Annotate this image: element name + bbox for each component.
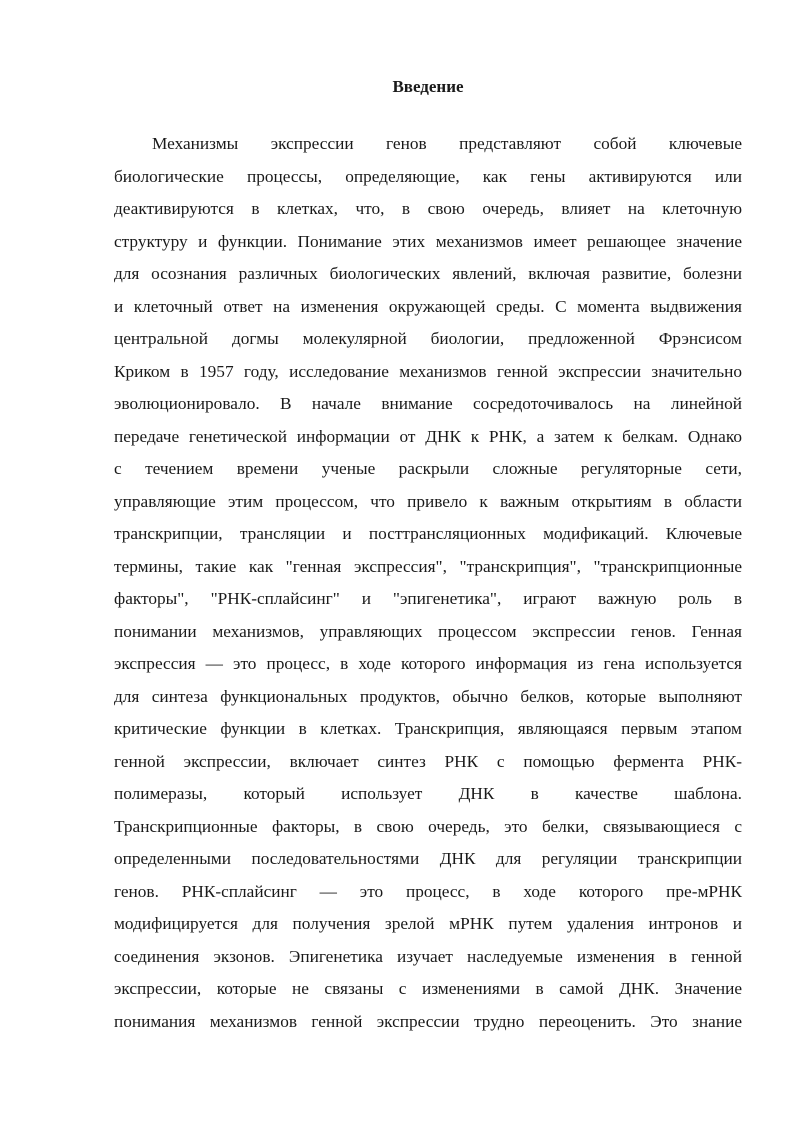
text-line: для синтеза функциональных продуктов, обычно белков, которые выполняют: [114, 686, 742, 706]
text-line: термины, такие как "генная экспрессия", "транскрипция", "транскрипционные: [114, 556, 742, 576]
text-line: Транскрипционные факторы, в свою очередь, это белки, связывающиеся с: [114, 816, 742, 836]
text-line: генной экспрессии, включает синтез РНК с помощью фермента РНК-: [114, 751, 742, 771]
text-line: для осознания различных биологических явлений, включая развитие, болезни: [114, 264, 742, 283]
body-text: [114, 128, 742, 1038]
text-line: понимании механизмов, управляющих процессом экспрессии генов. Генная: [114, 621, 742, 641]
text-line: модифицируется для получения зрелой мРНК путем удаления интронов и: [114, 914, 742, 933]
text-line: управляющие этим процессом, что привело к важным открытиям в области: [114, 491, 742, 511]
text-line: экспрессия — это процесс, в ходе которого информация из гена используется: [114, 654, 742, 673]
text-line: генов. РНК-сплайсинг — это процесс, в ходе которого пре-мРНК: [114, 881, 742, 901]
text-line: понимания механизмов генной экспрессии трудно переоценить. Это знание: [114, 1011, 742, 1031]
text-line: и клеточный ответ на изменения окружающей среды. С момента выдвижения: [114, 296, 742, 316]
text-line: эволюционировало. В начале внимание сосредоточивалось на линейной: [114, 394, 742, 413]
text-line: передаче генетической информации от ДНК к РНК, а затем к белкам. Однако: [114, 426, 742, 446]
text-line: критические функции в клетках. Транскрипция, являющаяся первым этапом: [114, 719, 742, 738]
page-title: Введение: [392, 77, 464, 96]
text-line: полимеразы, который использует ДНК в качестве шаблона.: [114, 784, 742, 803]
text-line: транскрипции, трансляции и посттрансляционных модификаций. Ключевые: [114, 524, 742, 543]
text-line: экспрессии, которые не связаны с изменениями в самой ДНК. Значение: [114, 979, 742, 998]
text-line: биологические процессы, определяющие, как гены активируются или: [114, 166, 742, 186]
text-line: соединения экзонов. Эпигенетика изучает наследуемые изменения в генной: [114, 946, 742, 966]
text-line: с течением времени ученые раскрыли сложные регуляторные сети,: [114, 459, 742, 478]
text-line: Механизмы экспрессии генов представляют собой ключевые: [152, 134, 742, 153]
text-line: Криком в 1957 году, исследование механизмов генной экспрессии значительно: [114, 361, 742, 381]
text-line: центральной догмы молекулярной биологии, предложенной Фрэнсисом: [114, 329, 742, 348]
text-line: структуру и функции. Понимание этих механизмов имеет решающее значение: [114, 231, 742, 251]
text-line: факторы", "РНК-сплайсинг" и "эпигенетика", играют важную роль в: [114, 589, 742, 608]
text-line: определенными последовательностями ДНК для регуляции транскрипции: [114, 849, 742, 868]
text-line: деактивируются в клетках, что, в свою очередь, влияет на клеточную: [114, 199, 742, 218]
